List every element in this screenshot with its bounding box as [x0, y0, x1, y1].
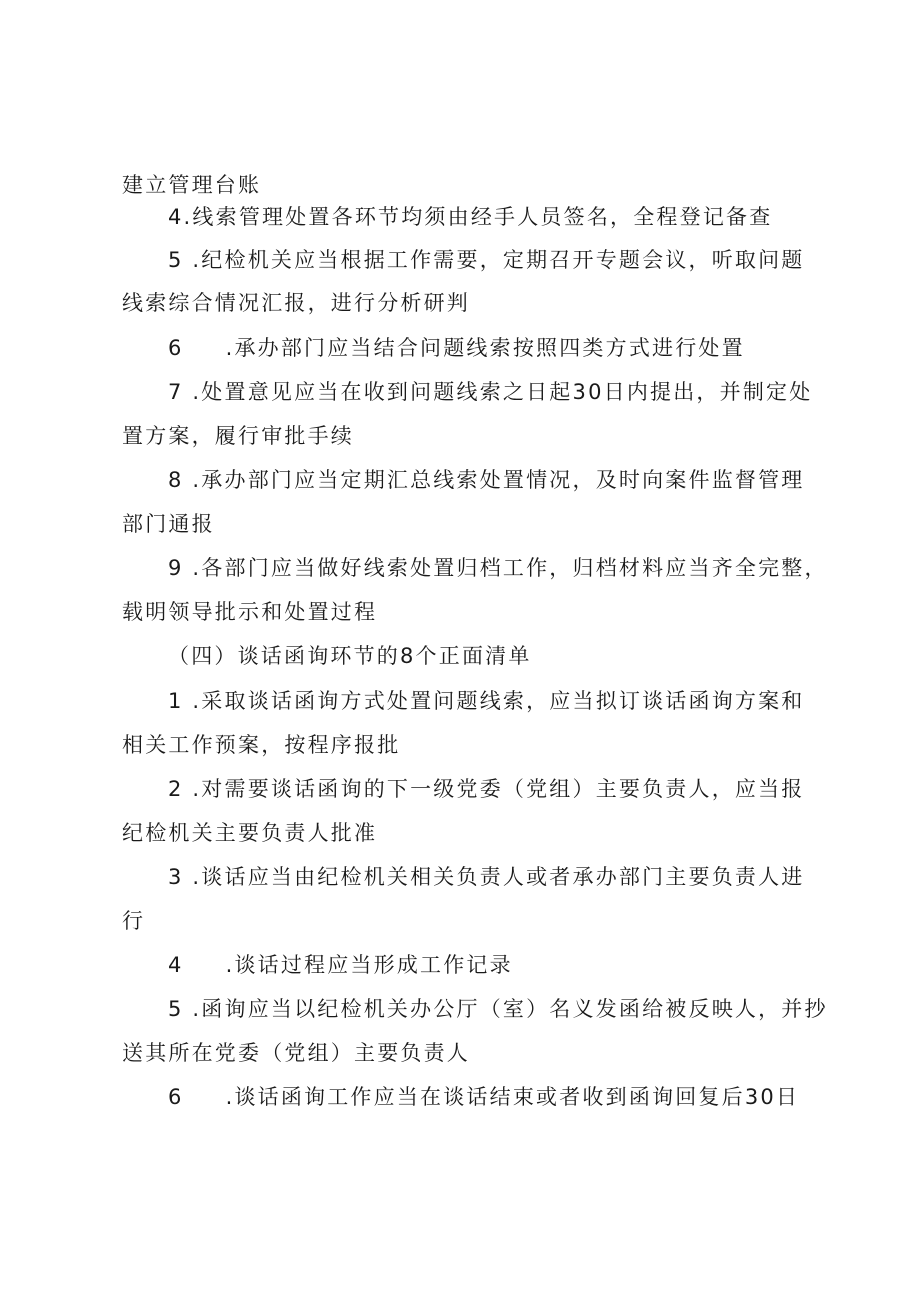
list-text: .谈话函询工作应当在谈话结束或者收到函询回复后30日: [225, 1085, 800, 1109]
list-number: 4: [168, 953, 184, 977]
text-line: 送其所在党委（党组）主要负责人: [122, 1041, 470, 1065]
text-line: 纪检机关主要负责人批准: [122, 821, 378, 845]
list-item: [168, 333, 745, 363]
list-text: .谈话过程应当形成工作记录: [225, 953, 513, 977]
list-number: 6: [168, 1085, 184, 1109]
list-text: .承办部门应当结合问题线索按照四类方式进行处置: [225, 336, 745, 360]
list-number: 6: [168, 336, 184, 360]
list-item: 3 .谈话应当由纪检机关相关负责人或者承办部门主要负责人进: [168, 865, 805, 889]
list-item: 1 .采取谈话函询方式处置问题线索，应当拟订谈话函询方案和: [168, 689, 805, 713]
list-item: 5 .纪检机关应当根据工作需要，定期召开专题会议，听取问题: [168, 248, 805, 272]
text-line: 行: [122, 909, 146, 933]
list-item: 2 .对需要谈话函询的下一级党委（党组）主要负责人，应当报: [168, 777, 805, 801]
list-item: [168, 1082, 799, 1112]
list-item: 5 .函询应当以纪检机关办公厅（室）名义发函给被反映人，并抄: [168, 997, 828, 1021]
text-line: 载明领导批示和处置过程: [122, 600, 378, 624]
list-item: 4.线索管理处置各环节均须由经手人员签名，全程登记备查: [168, 205, 773, 229]
list-item: 8 .承办部门应当定期汇总线索处置情况，及时向案件监督管理: [168, 468, 805, 492]
text-line: 置方案，履行审批手续: [122, 424, 354, 448]
text-line: 建立管理台账: [122, 173, 262, 197]
list-item: 7 .处置意见应当在收到问题线索之日起30日内提出，并制定处: [168, 380, 813, 404]
list-item: 9 .各部门应当做好线索处置归档工作，归档材料应当齐全完整，: [168, 556, 828, 580]
text-line: 线索综合情况汇报，进行分析研判: [122, 291, 470, 315]
list-item: [168, 950, 513, 980]
section-heading: （四）谈话函询环节的8个正面清单: [168, 644, 532, 668]
text-line: 相关工作预案，按程序报批: [122, 733, 401, 757]
text-line: 部门通报: [122, 512, 215, 536]
